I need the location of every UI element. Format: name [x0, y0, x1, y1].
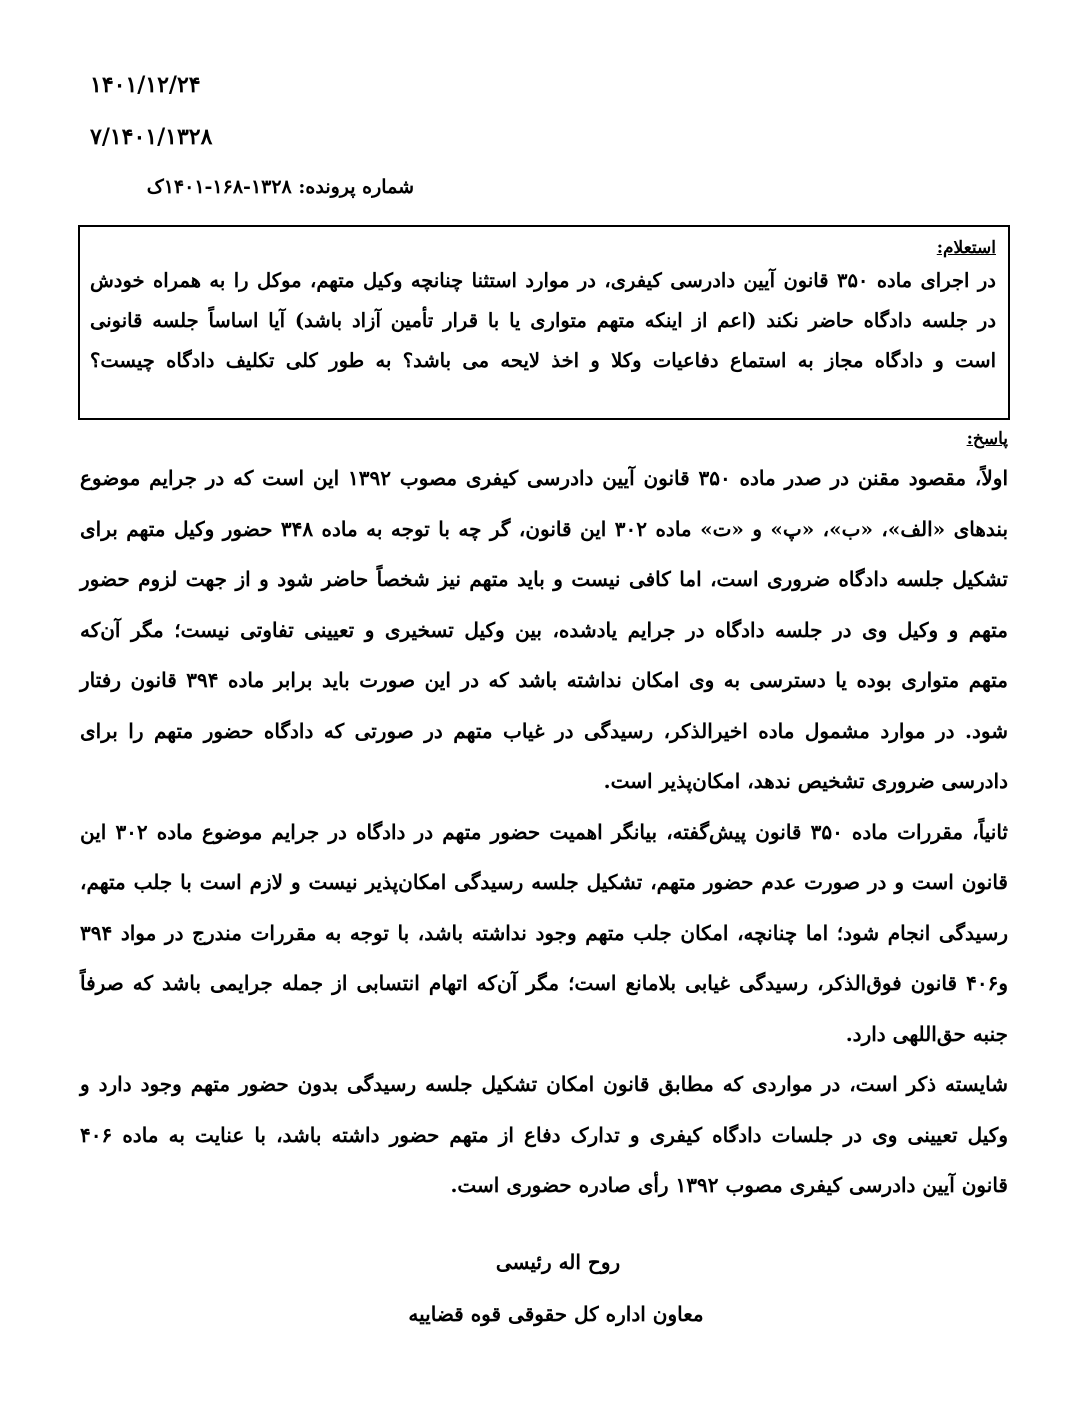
answer-paragraph-3 [80, 1059, 1008, 1211]
signatory-title: معاون اداره کل حقوقی قوه قضاییه [408, 1302, 704, 1326]
answer-line: تشکیل جلسه دادگاه ضروری است، اما کافی نیست و باید متهم نیز شخصاً حاضر شود و از جهت لزوم حضور [80, 567, 1008, 591]
answer-line: متهم و وکیل وی در جلسه دادگاه در جرایم یادشده، بین وکیل تسخیری و تعیینی تفاوتی نیست؛ مگر آن‌که [80, 617, 1008, 642]
answer-line: اولاً، مقصود مقنن در صدر ماده ۳۵۰ قانون آیین دادرسی کیفری مصوب ۱۳۹۲ این است که در جرایم موضوع [80, 466, 1008, 490]
answer-heading: پاسخ: [966, 429, 1008, 449]
answer-line: شود. در موارد مشمول ماده اخیرالذکر، رسیدگی در غیاب متهم در صورتی که دادگاه حضور متهم را برای [80, 718, 1008, 743]
document-date: ۱۴۰۱/۱۲/۲۴ [90, 72, 201, 98]
answer-paragraph-2 [80, 807, 1008, 1060]
inquiry-line: است و دادگاه مجاز به استماع دفاعیات وکلا و اخذ لایحه می باشد؟ به طور کلی تکلیف دادگاه چیست؟ [90, 349, 996, 372]
answer-line: رسیدگی انجام شود؛ اما چنانچه، امکان جلب متهم وجود نداشته باشد، با توجه به مقررات مندرج در مواد ۳۹۴ [80, 920, 1008, 945]
answer-line: و۴۰۶ قانون فوق‌الذکر، رسیدگی غیابی بلامانع است؛ مگر آن‌که اتهام انتسابی از جمله جرایمی باشد که صرفاً [80, 971, 1008, 995]
answer-section [80, 425, 1008, 1211]
answer-paragraph-1 [80, 453, 1008, 807]
answer-line: وکیل تعیینی وی در جلسات دادگاه کیفری و تدارک دفاع از متهم حضور داشته باشد، با عنایت به ماده ۴۰۶ [80, 1122, 1008, 1147]
answer-line: متهم متواری بوده یا دسترسی به وی امکان نداشته باشد که در این صورت باید برابر ماده ۳۹۴ قانون رفتار [80, 668, 1008, 692]
answer-line: ثانیاً، مقررات ماده ۳۵۰ قانون پیش‌گفته، بیانگر اهمیت حضور متهم در دادگاه در جرایم موضوع ماده ۳۰۲ این [80, 819, 1008, 844]
answer-line: شایسته ذکر است، در مواردی که مطابق قانون امکان تشکیل جلسه رسیدگی بدون حضور متهم وجود دارد و [80, 1072, 1008, 1096]
inquiry-line: در اجرای ماده ۳۵۰ قانون آیین دادرسی کیفری، در موارد استثنا چنانچه وکیل متهم، موکل را به همراه خودش [90, 269, 996, 292]
answer-line: جنبه حق‌اللهی دارد. [845, 1021, 1008, 1046]
reference-number: ۷/۱۴۰۱/۱۳۲۸ [90, 124, 213, 150]
inquiry-heading: استعلام: [936, 238, 996, 258]
answer-line: دادرسی ضروری تشخیص ندهد، امکان‌پذیر است. [603, 769, 1008, 793]
answer-line: قانون است و در صورت عدم حضور متهم، تشکیل جلسه رسیدگی امکان‌پذیر نیست و لازم است با جلب متهم، [80, 870, 1008, 894]
inquiry-line: در جلسه دادگاه حاضر نکند (اعم از اینکه متهم متواری یا با قرار تأمین آزاد باشد) آیا اساساً جلسه قانونی [90, 309, 996, 332]
signatory-name: روح اله رئیسی [495, 1250, 621, 1274]
answer-line: بندهای «الف»، «ب»، «پ» و «ت» ماده ۳۰۲ این قانون، گر چه با توجه به ماده ۳۴۸ حضور وکیل متهم برای [80, 516, 1009, 541]
inquiry-box [78, 225, 1010, 420]
answer-line: قانون آیین دادرسی کیفری مصوب ۱۳۹۲ رأی صادره حضوری است. [450, 1173, 1008, 1197]
file-number: شماره پرونده: ۱۳۲۸-۱۶۸-۱۴۰۱ک [146, 176, 414, 198]
